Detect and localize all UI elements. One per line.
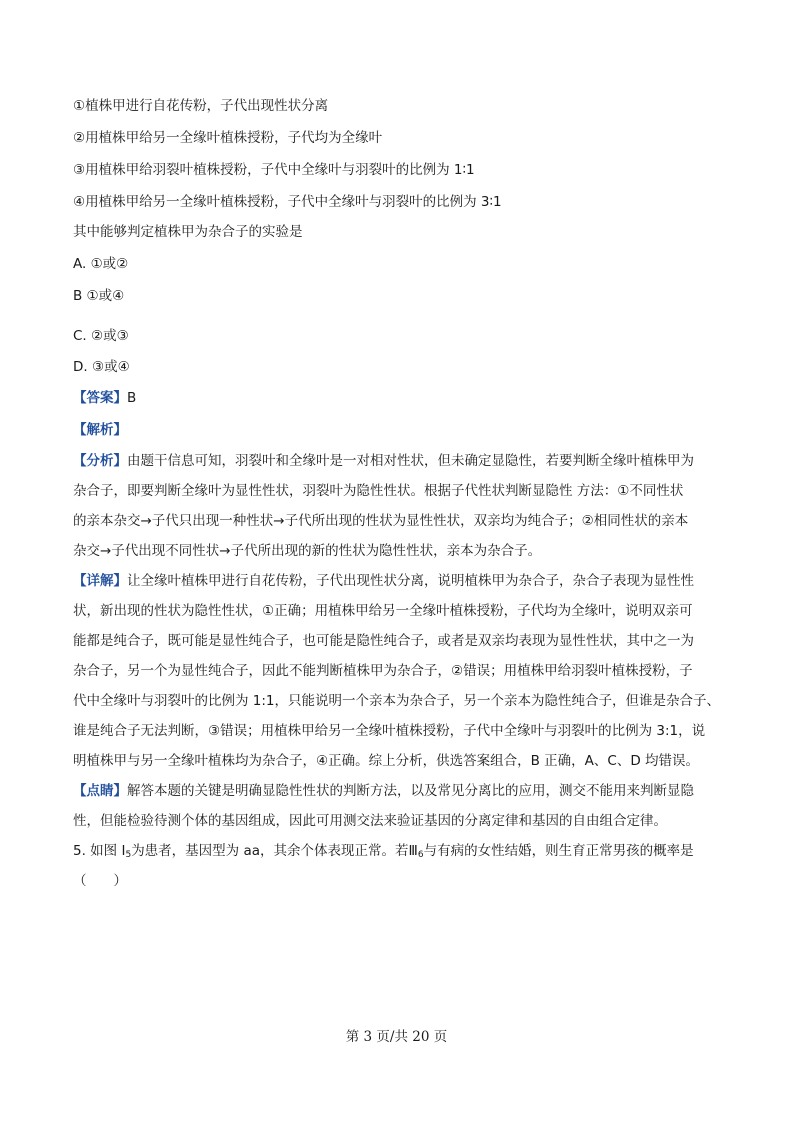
xiangjie-tag: 【详解】 bbox=[73, 573, 127, 589]
q5-blank: （ ） bbox=[73, 873, 127, 889]
xiangjie-line: 能都是纯合子，既可能是显性纯合子，也可能是隐性纯合子，或者是双亲均表现为显性性状，其中之一为 bbox=[73, 633, 694, 649]
page-footer: 第 3 页/共 20 页 bbox=[345, 1029, 448, 1045]
xiangjie-line: 让全缘叶植株甲进行自花传粉，子代出现性状分离，说明植株甲为杂合子，杂合子表现为显性性 bbox=[127, 573, 694, 589]
fenxi-paragraph bbox=[73, 446, 725, 566]
xiangjie-line: 杂合子，另一个为显性纯合子，因此不能判断植株甲为杂合子，②错误；用植株甲给羽裂叶植株授粉，子 bbox=[73, 663, 693, 679]
answer-value: B bbox=[127, 390, 137, 406]
dianjing-line: 性，但能检验待测个体的基因组成，因此可用测交法来验证基因的分离定律和基因的自由组合定律。 bbox=[73, 813, 667, 829]
q5-sub: 5 bbox=[125, 850, 132, 860]
option-2: ②用植株甲给另一全缘叶植株授粉，子代均为全缘叶 bbox=[73, 130, 383, 146]
option-4: ④用植株甲给另一全缘叶植株授粉，子代中全缘叶与羽裂叶的比例为 3∶1 bbox=[73, 194, 502, 210]
choice-a: A. ①或② bbox=[73, 256, 129, 272]
choice-c: C. ②或③ bbox=[73, 328, 129, 344]
question-text: 其中能够判定植株甲为杂合子的实验是 bbox=[73, 224, 303, 240]
analysis-heading bbox=[73, 420, 127, 440]
q5-sub: 6 bbox=[417, 850, 424, 860]
xiangjie-line: 代中全缘叶与羽裂叶的比例为 1:1，只能说明一个亲本为杂合子，另一个亲本为隐性纯合子，但谁是杂合子、 bbox=[73, 693, 721, 709]
fenxi-tag: 【分析】 bbox=[73, 453, 127, 469]
choice-d: D. ③或④ bbox=[73, 359, 130, 375]
xiangjie-line: 谁是纯合子无法判断，③错误；用植株甲给另一全缘叶植株授粉，子代中全缘叶与羽裂叶的比例为 3:1，说 bbox=[73, 723, 706, 739]
fenxi-line: 的亲本杂交→子代只出现一种性状→子代所出现的性状为显性性状，双亲均为纯合子；②相同性状的亲本 bbox=[73, 513, 689, 529]
answer-line bbox=[73, 388, 136, 408]
dianjing-paragraph bbox=[73, 776, 725, 836]
analysis-tag: 【解析】 bbox=[73, 422, 127, 438]
fenxi-line: 由题干信息可知，羽裂叶和全缘叶是一对相对性状，但未确定显隐性，若要判断全缘叶植株甲为 bbox=[127, 453, 694, 469]
xiangjie-paragraph bbox=[73, 566, 725, 776]
option-3: ③用植株甲给羽裂叶植株授粉，子代中全缘叶与羽裂叶的比例为 1∶1 bbox=[73, 162, 475, 178]
dianjing-line: 解答本题的关键是明确显隐性性状的判断方法，以及常见分离比的应用，测交不能用来判断显隐 bbox=[127, 783, 694, 799]
fenxi-line: 杂交→子代出现不同性状→子代所出现的新的性状为隐性性状，亲本为杂合子。 bbox=[73, 543, 542, 559]
option-1: ①植株甲进行自花传粉，子代出现性状分离 bbox=[73, 98, 329, 114]
fenxi-line: 杂合子，即要判断全缘叶为显性性状，羽裂叶为隐性性状。根据子代性状判断显隐性 方法：①不同性状 bbox=[73, 483, 684, 499]
q5-part: 与有病的女性结婚，则生育正常男孩的概率是 bbox=[423, 843, 694, 859]
choice-b: B ①或④ bbox=[73, 288, 125, 304]
xiangjie-line: 状，新出现的性状为隐性性状，①正确；用植株甲给另一全缘叶植株授粉，子代均为全缘叶，说明双亲可 bbox=[73, 603, 693, 619]
q5-part: 5. 如图 I bbox=[73, 843, 126, 859]
question-5 bbox=[73, 836, 725, 896]
answer-tag: 【答案】 bbox=[73, 390, 127, 406]
dianjing-tag: 【点睛】 bbox=[73, 783, 127, 799]
q5-part: 为患者，基因型为 aa，其余个体表现正常。若Ⅲ bbox=[131, 843, 418, 859]
xiangjie-line: 明植株甲与另一全缘叶植株均为杂合子，④正确。综上分析，供选答案组合，B 正确，A、C、D 均错误。 bbox=[73, 753, 700, 769]
